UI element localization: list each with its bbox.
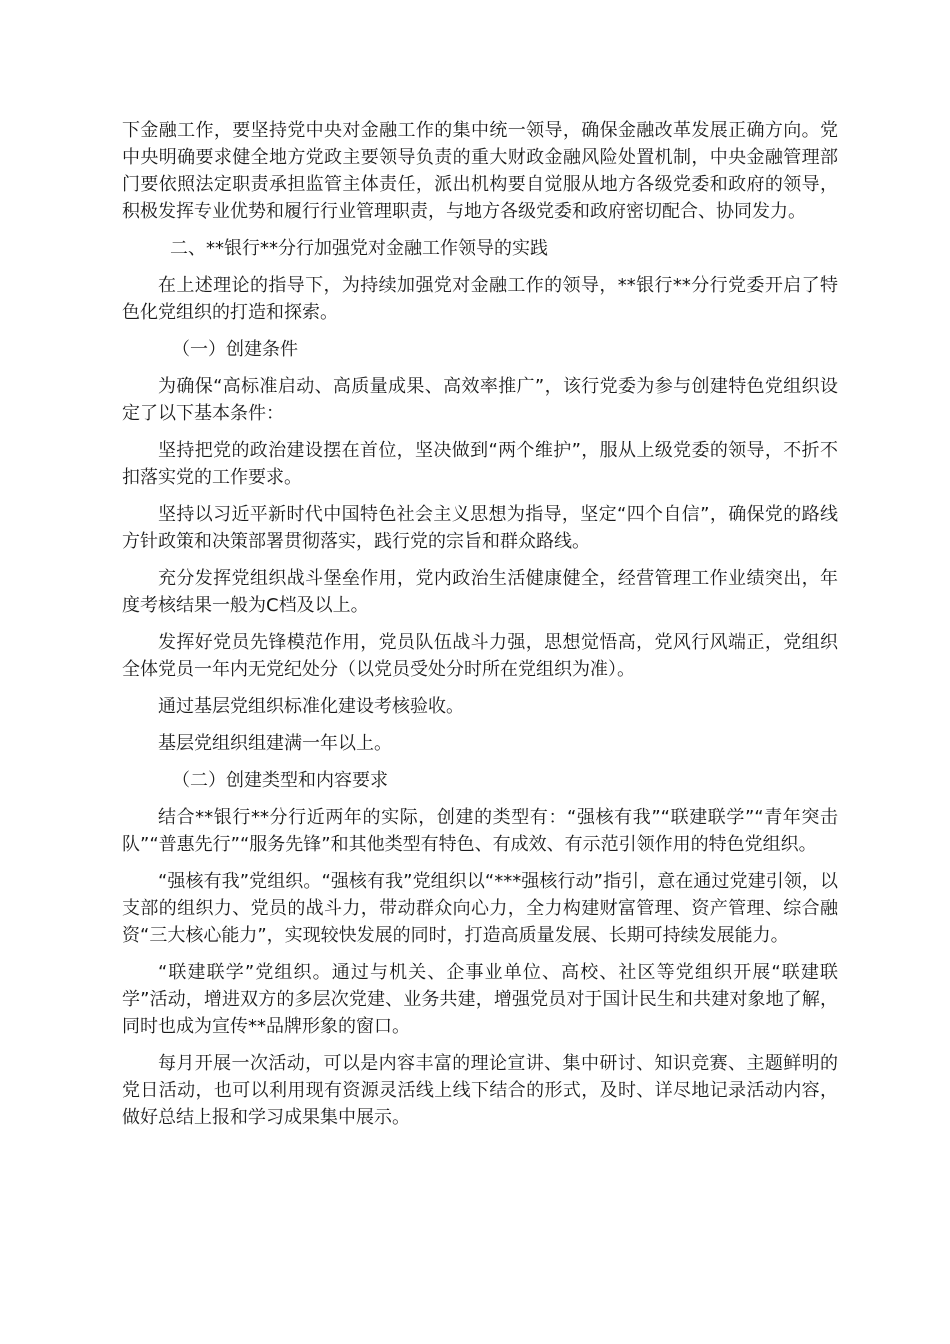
subsection-heading-2: （二）创建类型和内容要求 <box>172 770 388 791</box>
paragraph: 通过基层党组织标准化建设考核验收。 <box>158 696 464 717</box>
paragraph: 为确保“高标准启动、高质量成果、高效率推广”，该行党委为参与创建特色党组织设定了以下基本条件： <box>122 376 838 424</box>
paragraph: 坚持以习近平新时代中国特色社会主义思想为指导，坚定“四个自信”，确保党的路线方针政策和决策部署贯彻落实，践行党的宗旨和群众路线。 <box>122 504 838 552</box>
paragraph: 在上述理论的指导下，为持续加强党对金融工作的领导，**银行**分行党委开启了特色化党组织的打造和探索。 <box>122 275 838 323</box>
paragraph: 充分发挥党组织战斗堡垒作用，党内政治生活健康健全，经营管理工作业绩突出，年度考核结果一般为C档及以上。 <box>122 568 838 616</box>
paragraph: “联建联学”党组织。通过与机关、企事业单位、高校、社区等党组织开展“联建联学”活动，增进双方的多层次党建、业务共建，增强党员对于国计民生和共建对象地了解，同时也成为宣传**品牌形象的窗口。 <box>122 962 838 1037</box>
paragraph: 坚持把党的政治建设摆在首位，坚决做到“两个维护”，服从上级党委的领导，不折不扣落实党的工作要求。 <box>122 440 838 488</box>
paragraph: 基层党组织组建满一年以上。 <box>158 733 392 754</box>
paragraph: 结合**银行**分行近两年的实际，创建的类型有：“强核有我”“联建联学”“青年突击队”“普惠先行”“服务先锋”和其他类型有特色、有成效、有示范引领作用的特色党组织。 <box>122 807 838 855</box>
document-body <box>122 117 838 1141</box>
paragraph-continued: 下金融工作，要坚持党中央对金融工作的集中统一领导，确保金融改革发展正确方向。党中央明确要求健全地方党政主要领导负责的重大财政金融风险处置机制，中央金融管理部门要依照法定职责承担监管主体责任，派出机构要自觉服从地方各级党委和政府的领导，积极发挥专业优势和履行行业管理职责，与地方各级党委和政府密切配合、协同发力。 <box>122 120 838 222</box>
subsection-heading-1: （一）创建条件 <box>172 339 298 360</box>
paragraph: “强核有我”党组织。“强核有我”党组织以“***强核行动”指引，意在通过党建引领，以支部的组织力、党员的战斗力，带动群众向心力，全力构建财富管理、资产管理、综合融资“三大核心能力”，实现较快发展的同时，打造高质量发展、长期可持续发展能力。 <box>122 871 838 946</box>
paragraph: 发挥好党员先锋模范作用，党员队伍战斗力强，思想觉悟高，党风行风端正，党组织全体党员一年内无党纪处分（以党员受处分时所在党组织为准）。 <box>122 632 838 680</box>
section-heading-2: 二、**银行**分行加强党对金融工作领导的实践 <box>170 238 548 259</box>
paragraph: 每月开展一次活动，可以是内容丰富的理论宣讲、集中研讨、知识竞赛、主题鲜明的党日活动，也可以利用现有资源灵活线上线下结合的形式，及时、详尽地记录活动内容，做好总结上报和学习成果集中展示。 <box>122 1053 838 1128</box>
